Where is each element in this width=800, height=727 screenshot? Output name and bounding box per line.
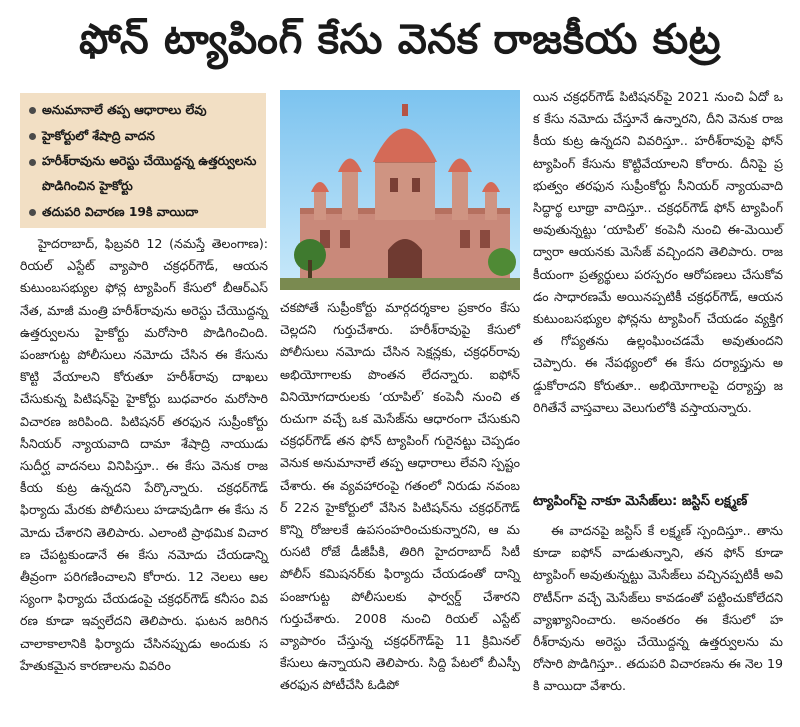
highlight-item: తదుపరి విచారణ 19కి వాయిదా [26, 199, 260, 225]
article-column-2 [280, 297, 520, 697]
highlights-box [20, 93, 266, 228]
high-court-building-icon [280, 90, 520, 290]
highlight-item: హరీశ్‌రావును అరెస్టు చేయొద్దన్న ఉత్తర్వులను పొడిగించిన హైకోర్టు [26, 149, 260, 199]
headline: ఫోన్ ట్యాపింగ్ కేసు వెనక రాజకీయ కుట్ర [79, 15, 721, 63]
article-column-3-continued [533, 520, 783, 698]
subheading: ట్యాపింగ్‌పై నాకూ మెసేజ్‌లు: జస్టిస్‌ లక్ష్మణ్‌ [533, 494, 748, 509]
article-paragraph: ఈ వాదనపై జస్టిస్‌ కే లక్ష్మణ్‌ స్పందిస్తూ.. తాను కూడా ఐఫోన్‌ వాడుతున్నాని, తన ఫోన్‌ కూడా ట్యాపింగ్‌ అవుతున్నట్టు మెసేజ్‌లు వచ్చినప్పటికీ అవి రొటీన్‌గా వచ్చే మెసేజ్‌లు కావడంతో పట్టించుకోలేదని వ్యాఖ్యానించారు. అనంతరం ఈ కేసులో హరీశ్‌రావును అరెస్టు చేయొద్దన్న ఉత్తర్వులను మరోసారి పొడిగిస్తూ.. తదుపరి విచారణను ఈ నెల 19కి వాయిదా వేశారు. [533, 523, 783, 694]
high-court-photo [280, 90, 520, 290]
article-paragraph: చకపోతే సుప్రీంకోర్టు మార్గదర్శకాల ప్రకారం కేసు చెల్లదని గుర్తుచేశారు. హరీశ్‌రావుపై కేసులో పోలీసులు నమోదు చేసిన సెక్షన్లకు, చక్రధర్‌రావు అభియోగాలకు పొంతన లేదన్నారు. ఐఫోన్‌ వినియోగదారులకు ‘యాపిల్‌’ కంపెనీ నుంచి తరుచుగా వచ్చే ఒక మెసేజ్‌ను ఆధారంగా చేసుకుని చక్రధర్‌గౌడ్‌ తన ఫోన్‌ ట్యాపింగ్‌ గురైనట్టు చెప్పడం వెనుక అనుమానాలే తప్ప ఆధారాలు లేవని స్పష్టం చేశారు. ఈ వ్యవహారంపై గతంలో నిరుడు నవంబర్‌ 22న హైకోర్టులో వేసిన పిటిషన్‌ను చక్రధర్‌గౌడ్‌ కొన్ని రోజులకే ఉపసంహరించుకున్నారని, ఆ మరుసటి రోజే డీజీపీకి, తిరిగి హైదరాబాద్‌ సిటీ పోలీస్‌ కమిషనర్‌కు ఫిర్యాదు చేయడంతో దాన్ని పంజాగుట్ట పోలీసులకు ఫార్వర్డ్‌ చేశారని గుర్తుచేశారు. 2008 నుంచి రియల్‌ ఎస్టేట్‌ వ్యాపారం చేస్తున్న చక్రధర్‌గౌడ్‌పై 11 క్రిమినల్‌ కేసులు ఉన్నాయని తెలిపారు. సిద్ది పేటలో బీఎస్పీ తరఫున పోటీచేసి ఓడిపో [280, 300, 520, 693]
highlight-item: హైకోర్టులో శేషాద్రి వాదన [26, 123, 260, 149]
article-paragraph: హైదరాబాద్‌, ఫిబ్రవరి 12 (నమస్తే తెలంగాణ): రియల్‌ ఎస్టేట్‌ వ్యాపారి చక్రధర్‌గౌడ్‌, ఆయన కుటుంబసభ్యుల ఫోన్ల ట్యాపింగ్‌ కేసులో బీఆర్‌ఎస్‌ నేత, మాజీ మంత్రి హరీశ్‌రావును అరెస్టు చేయొద్దన్న ఉత్తర్వులను హైకోర్టు మరోసారి పొడిగించింది. పంజాగుట్ట పోలీసులు నమోదు చేసిన ఈ కేసును కొట్టి వేయాలని కోరుతూ హరీశ్‌రావు దాఖలు చేసుకున్న పిటిషన్‌పై హైకోర్టు బుధవారం మరోసారి విచారణ జరిపింది. పిటిషనర్‌ తరఫున సుప్రీంకోర్టు సీనియర్‌ న్యాయవాది దామా శేషాద్రి నాయుడు సుదీర్ఘ వాదనలు వినిపిస్తూ.. ఈ కేసు వెనుక రాజకీయ కుట్ర ఉన్నదని పేర్కొన్నారు. చక్రధర్‌గౌడ్‌ ఫిర్యాదు మేరకు పోలీసులు హడావుడిగా ఈ కేసు నమోదు చేశారని తెలిపారు. ఎలాంటి ప్రాథమిక విచారణ చేపట్టకుండానే ఈ కేసు నమోదు చేయడాన్ని తీవ్రంగా పరిగణించాలని కోరారు. 12 నెలలు ఆలస్యంగా ఫిర్యాదు చేయడంపై చక్రధర్‌గౌడ్‌ కనీసం వివరణ కూడా ఇవ్వలేదని తెలిపారు. ఘటన జరిగిన చాలాకాలానికి ఫిర్యాదు చేసినప్పుడు అందుకు సహేతుకమైన కారణాలను వివరిం [20, 236, 268, 673]
article-column-1 [20, 233, 268, 677]
article-paragraph: యిన చక్రధర్‌గౌడ్‌ పిటిషనర్‌పై 2021 నుంచి ఏదో ఒక కేసు నమోదు చేస్తూనే ఉన్నారని, దీని వెనుక రాజకీయ కుట్ర ఉన్నదని వివరిస్తూ.. హరీశ్‌రావుపై ఫోన్‌ ట్యాపింగ్‌ కేసును కొట్టివేయాలని కోరారు. దీనిపై ప్రభుత్వం తరఫున సుప్రీంకోర్టు సీనియర్‌ న్యాయవాది సిద్ధార్థ లూథ్రా వాదిస్తూ.. చక్రధర్‌గౌడ్‌ ఫోన్‌ ట్యాపింగ్‌ అవుతున్నట్టు ‘యాపిల్‌’ కంపెనీ నుంచి ఈ-మెయిల్‌ ద్వారా ఆయనకు మెసేజ్‌ వచ్చిందని తెలిపారు. రాజకీయంగా ప్రత్యర్థులు పరస్పరం ఆరోపణలు చేసుకోవడం సాధారణమే అయినప్పటికీ చక్రధర్‌గౌడ్‌, ఆయన కుటుంబసభ్యుల ఫోన్లను ట్యాపింగ్‌ చేయడం వ్యక్తిగత గోప్యతను ఉల్లంఘించడమే అవుతుందని చెప్పారు. ఈ నేపథ్యంలో ఈ కేసు దర్యాప్తును అడ్డుకోరాదని కోరుతూ.. అభియోగాలపై దర్యాప్తు జరిగితేనే వాస్తవాలు వెలుగులోకి వస్తాయన్నారు. [533, 89, 783, 415]
article-column-3 [533, 86, 783, 419]
highlight-item: అనుమానాలే తప్ప ఆధారాలు లేవు [26, 97, 260, 123]
